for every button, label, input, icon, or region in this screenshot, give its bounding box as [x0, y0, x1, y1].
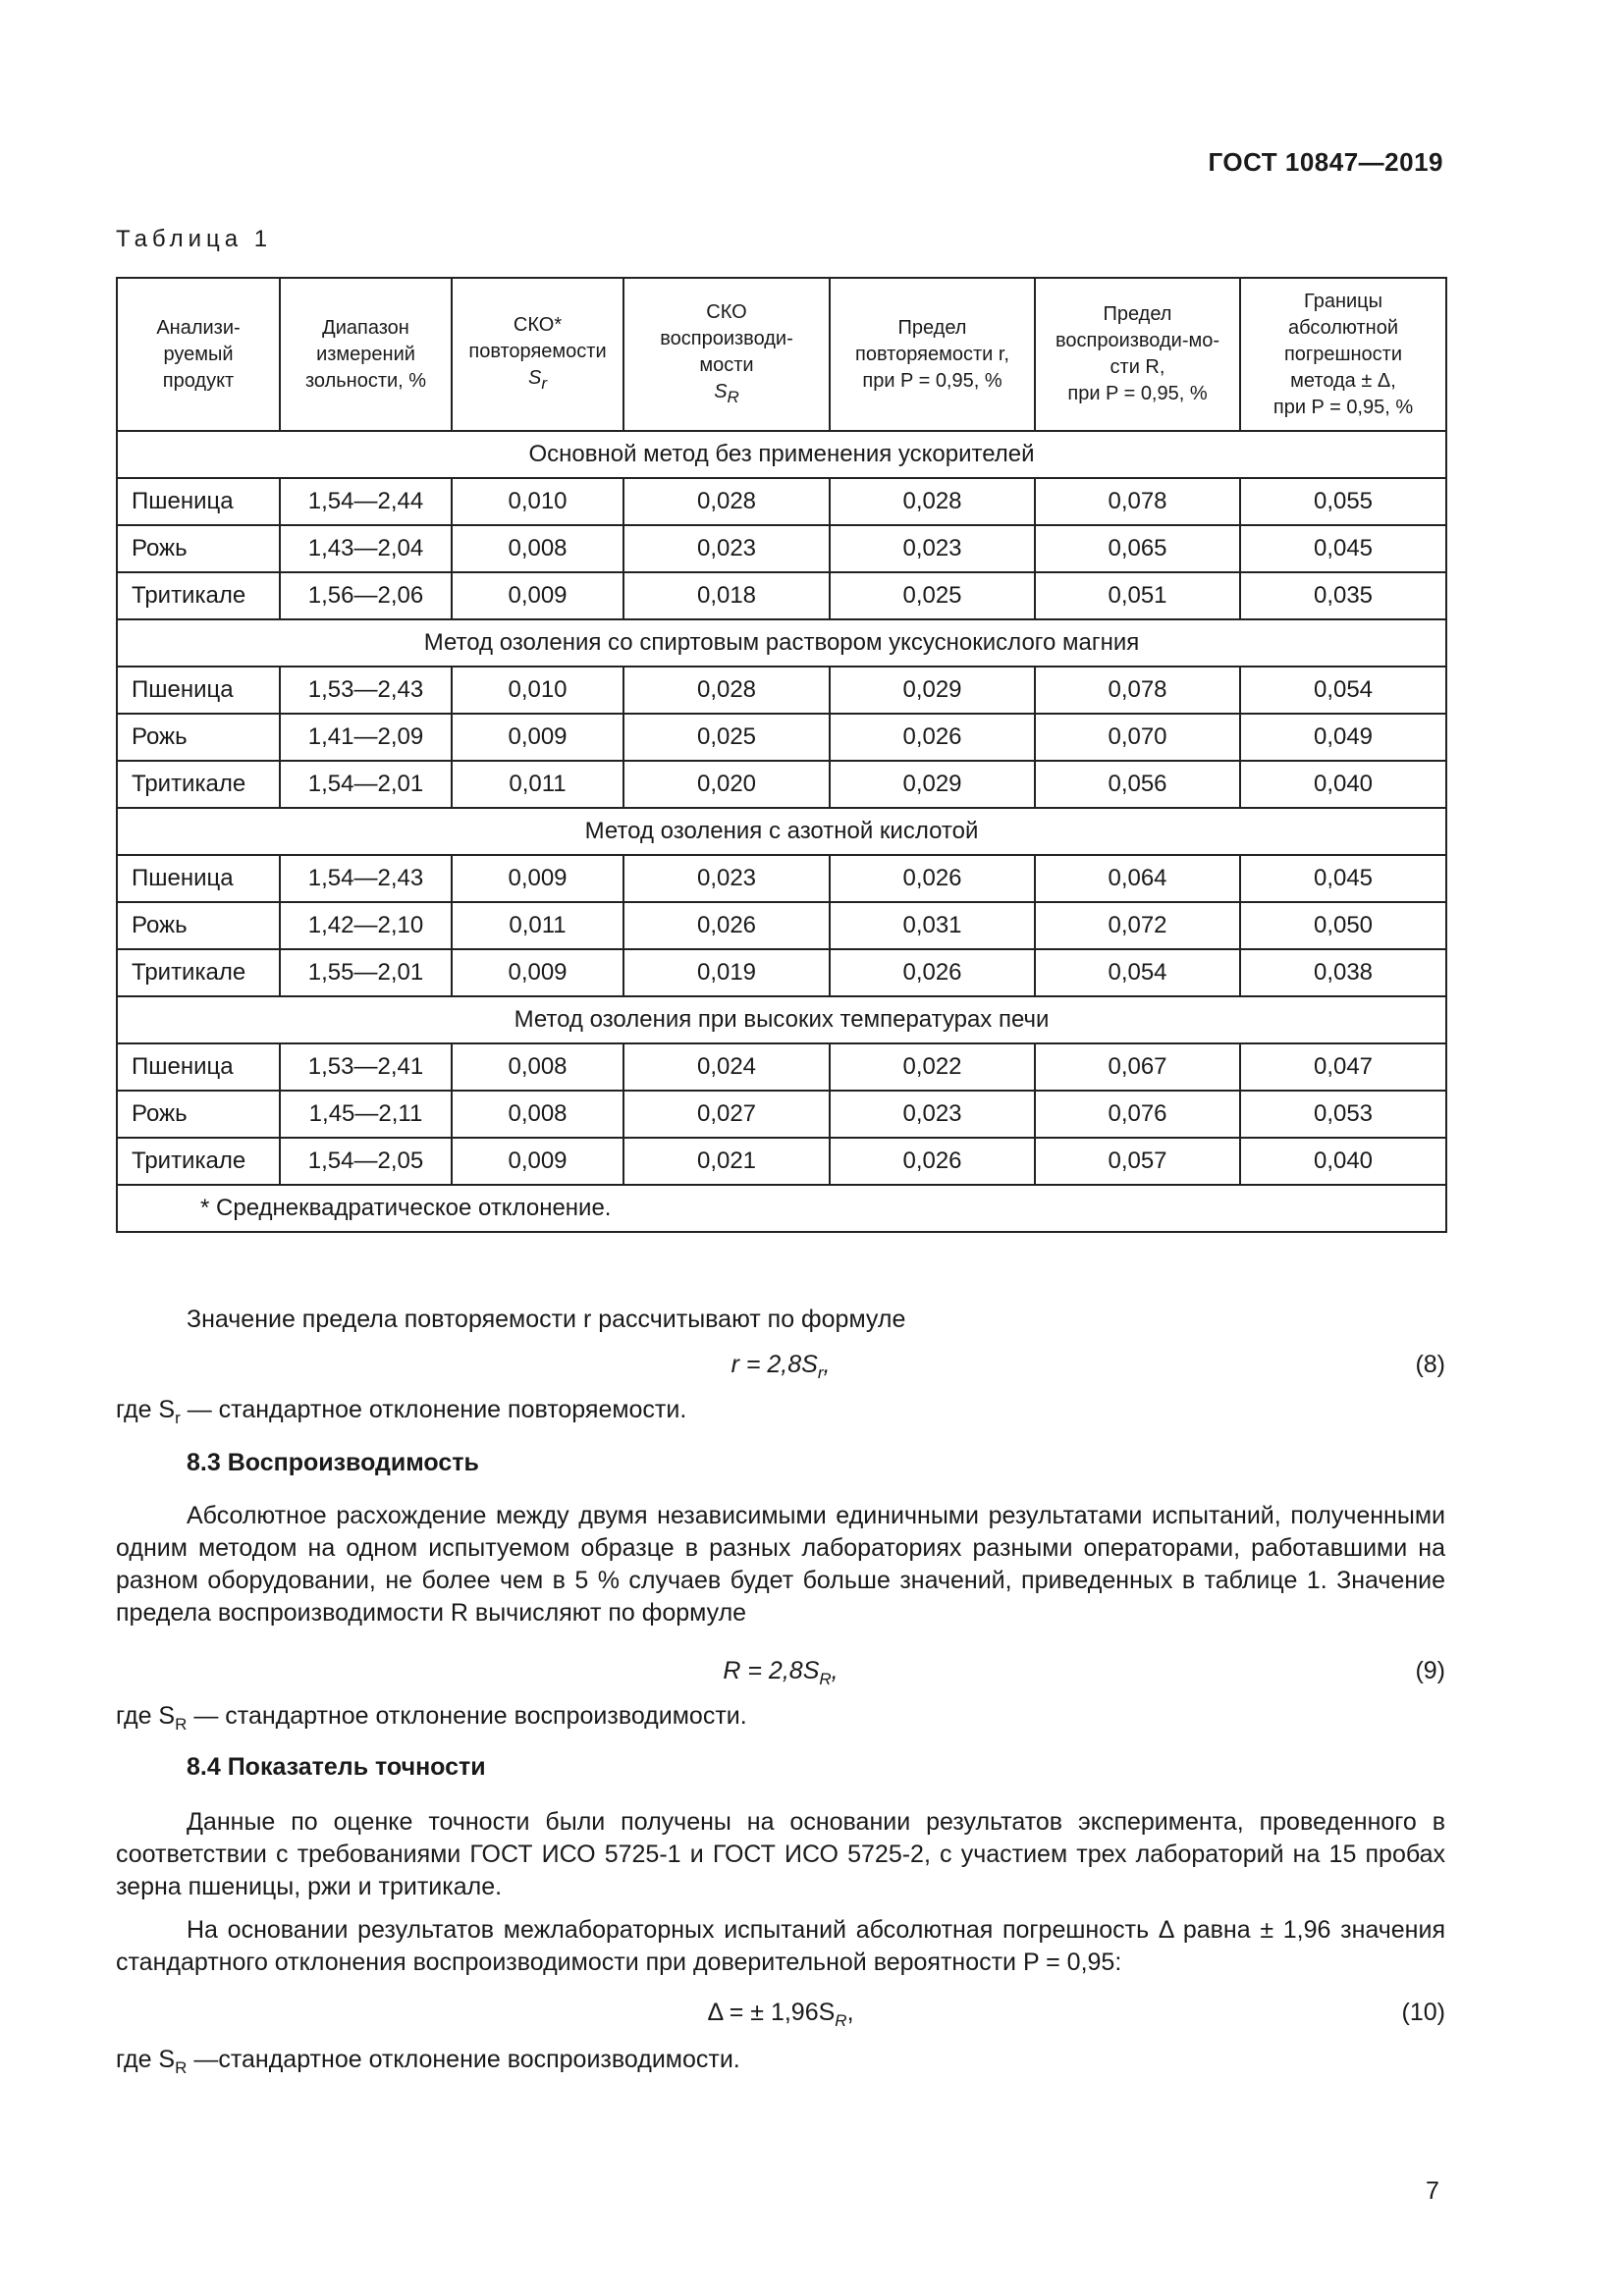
value-cell: 0,010 [452, 478, 623, 525]
value-cell: 0,076 [1035, 1091, 1240, 1138]
paragraph-accuracy-error: На основании результатов межлабораторных испытаний абсолютная погрешность Δ равна ± 1,96 значения стандартного отклонения воспроизводимости при доверительной вероятности P = 0,95: [116, 1916, 1445, 1976]
where-9: где $S_R$ — стандартное отклонение воспроизводимости. [116, 1702, 747, 1734]
value-cell: 0,028 [623, 478, 830, 525]
formula-8-expression: $r = 2,8S_r$, [731, 1351, 831, 1382]
value-cell: 0,026 [830, 714, 1035, 761]
value-cell: 0,035 [1240, 572, 1446, 619]
value-cell: 1,53—2,41 [280, 1043, 452, 1091]
table-row [117, 949, 1446, 996]
value-cell: 0,008 [452, 1043, 623, 1091]
value-cell: 1,42—2,10 [280, 902, 452, 949]
value-cell: 1,54—2,44 [280, 478, 452, 525]
table-row [117, 902, 1446, 949]
product-cell: Рожь [117, 714, 280, 761]
value-cell: 1,45—2,11 [280, 1091, 452, 1138]
value-cell: 0,053 [1240, 1091, 1446, 1138]
value-cell: 0,047 [1240, 1043, 1446, 1091]
value-cell: 0,021 [623, 1138, 830, 1185]
value-cell: 0,051 [1035, 572, 1240, 619]
value-cell: 1,54—2,43 [280, 855, 452, 902]
value-cell: 0,064 [1035, 855, 1240, 902]
table-row [117, 478, 1446, 525]
page-number: 7 [1426, 2177, 1439, 2205]
value-cell: 0,023 [830, 525, 1035, 572]
value-cell: 0,038 [1240, 949, 1446, 996]
product-cell: Тритикале [117, 1138, 280, 1185]
value-cell: 0,026 [623, 902, 830, 949]
value-cell: 1,54—2,01 [280, 761, 452, 808]
footnote-row [117, 1185, 1446, 1232]
value-cell: 0,023 [623, 855, 830, 902]
formula-8-number: (8) [1415, 1351, 1445, 1378]
product-cell: Пшеница [117, 478, 280, 525]
value-cell: 0,040 [1240, 761, 1446, 808]
value-cell: 0,018 [623, 572, 830, 619]
value-cell: 0,009 [452, 949, 623, 996]
product-cell: Рожь [117, 525, 280, 572]
section-8-3-title: 8.3 Воспроизводимость [187, 1449, 479, 1476]
product-cell: Пшеница [117, 1043, 280, 1091]
product-cell: Пшеница [117, 855, 280, 902]
formula-9 [116, 1657, 1445, 1690]
value-cell: 0,009 [452, 1138, 623, 1185]
value-cell: 0,020 [623, 761, 830, 808]
value-cell: 0,028 [623, 667, 830, 714]
value-cell: 0,072 [1035, 902, 1240, 949]
value-cell: 1,56—2,06 [280, 572, 452, 619]
paragraph-repeatability: Значение предела повторяемости r рассчитывают по формуле [187, 1306, 906, 1333]
table-row [117, 1138, 1446, 1185]
value-cell: 0,040 [1240, 1138, 1446, 1185]
where-8: где $S_r$ — стандартное отклонение повторяемости. [116, 1396, 687, 1427]
value-cell: 0,057 [1035, 1138, 1240, 1185]
value-cell: 0,070 [1035, 714, 1240, 761]
value-cell: 0,026 [830, 855, 1035, 902]
formula-9-expression: $R = 2,8S_R$, [723, 1657, 839, 1688]
table-row [117, 1091, 1446, 1138]
section-8-4-title: 8.4 Показатель точности [187, 1753, 486, 1781]
value-cell: 0,054 [1240, 667, 1446, 714]
section-title: Основной метод без применения ускорителей [117, 431, 1446, 478]
value-cell: 0,045 [1240, 525, 1446, 572]
value-cell: 0,049 [1240, 714, 1446, 761]
formula-8 [116, 1351, 1445, 1384]
table-row [117, 761, 1446, 808]
value-cell: 0,009 [452, 714, 623, 761]
table-footnote: * Среднеквадратическое отклонение. [117, 1185, 1446, 1232]
table-row [117, 1043, 1446, 1091]
table-caption: Таблица 1 [116, 226, 273, 252]
value-cell: 0,023 [830, 1091, 1035, 1138]
formula-10 [116, 1999, 1445, 2032]
product-cell: Рожь [117, 1091, 280, 1138]
where-10: где $S_R$ —стандартное отклонение воспроизводимости. [116, 2046, 740, 2077]
value-cell: 0,045 [1240, 855, 1446, 902]
header-sr: СКО* повторяемости $S_r$ [452, 278, 623, 431]
table-row [117, 714, 1446, 761]
paragraph-accuracy-data: Данные по оценке точности были получены на основании результатов эксперимента, проведенного в соответствии с требованиями ГОСТ ИСО 5725-1 и ГОСТ ИСО 5725-2, с участием трех лабораторий на 15 пробах зерна пшеницы, ржи и тритикале. [116, 1808, 1445, 1900]
section-title: Метод озоления с азотной кислотой [117, 808, 1446, 855]
header-error-bounds: Границы абсолютной погрешности метода ± Δ, при P = 0,95, % [1240, 278, 1446, 431]
value-cell: 0,025 [830, 572, 1035, 619]
value-cell: 0,009 [452, 855, 623, 902]
product-cell: Тритикале [117, 761, 280, 808]
standard-header: ГОСТ 10847—2019 [1208, 147, 1443, 177]
formula-10-expression: Δ = ± $1,96S_R$, [707, 1999, 854, 2030]
value-cell: 0,078 [1035, 478, 1240, 525]
formula-9-number: (9) [1415, 1657, 1445, 1684]
section-title: Метод озоления при высоких температурах печи [117, 996, 1446, 1043]
value-cell: 0,025 [623, 714, 830, 761]
value-cell: 0,067 [1035, 1043, 1240, 1091]
value-cell: 0,011 [452, 902, 623, 949]
table-header-row [117, 278, 1446, 431]
formula-10-number: (10) [1401, 1999, 1445, 2026]
value-cell: 0,008 [452, 525, 623, 572]
table-row [117, 525, 1446, 572]
value-cell: 0,050 [1240, 902, 1446, 949]
header-reproducibility-limit: Предел воспроизводи-мо- сти R, при P = 0,95, % [1035, 278, 1240, 431]
table-row [117, 667, 1446, 714]
value-cell: 1,55—2,01 [280, 949, 452, 996]
value-cell: 0,078 [1035, 667, 1240, 714]
section-header-row [117, 808, 1446, 855]
table-row [117, 572, 1446, 619]
value-cell: 0,026 [830, 949, 1035, 996]
value-cell: 0,019 [623, 949, 830, 996]
table-body [117, 431, 1446, 1232]
value-cell: 0,022 [830, 1043, 1035, 1091]
value-cell: 0,065 [1035, 525, 1240, 572]
precision-table [116, 277, 1447, 1233]
value-cell: 0,011 [452, 761, 623, 808]
value-cell: 0,029 [830, 667, 1035, 714]
value-cell: 1,54—2,05 [280, 1138, 452, 1185]
section-header-row [117, 431, 1446, 478]
table-row [117, 855, 1446, 902]
product-cell: Рожь [117, 902, 280, 949]
value-cell: 0,010 [452, 667, 623, 714]
value-cell: 0,008 [452, 1091, 623, 1138]
product-cell: Тритикале [117, 572, 280, 619]
section-header-row [117, 996, 1446, 1043]
product-cell: Тритикале [117, 949, 280, 996]
header-product: Анализи- руемый продукт [117, 278, 280, 431]
header-sR: СКО воспроизводи- мости $S_R$ [623, 278, 830, 431]
value-cell: 1,41—2,09 [280, 714, 452, 761]
paragraph-reproducibility: Абсолютное расхождение между двумя независимыми единичными результатами испытаний, полученными одним методом на одном испытуемом образце в разных лабораториях разными операторами, работавшими на разном оборудовании, не более чем в 5 % случаев будет больше значений, приведенных в таблице 1. Значение предела воспроизводимости R вычисляют по формуле [116, 1502, 1445, 1627]
value-cell: 1,53—2,43 [280, 667, 452, 714]
section-header-row [117, 619, 1446, 667]
value-cell: 0,055 [1240, 478, 1446, 525]
value-cell: 0,054 [1035, 949, 1240, 996]
value-cell: 0,031 [830, 902, 1035, 949]
section-title: Метод озоления со спиртовым раствором уксуснокислого магния [117, 619, 1446, 667]
value-cell: 0,009 [452, 572, 623, 619]
value-cell: 1,43—2,04 [280, 525, 452, 572]
value-cell: 0,026 [830, 1138, 1035, 1185]
value-cell: 0,056 [1035, 761, 1240, 808]
header-repeatability-limit: Предел повторяемости r, при P = 0,95, % [830, 278, 1035, 431]
value-cell: 0,029 [830, 761, 1035, 808]
value-cell: 0,027 [623, 1091, 830, 1138]
value-cell: 0,023 [623, 525, 830, 572]
product-cell: Пшеница [117, 667, 280, 714]
value-cell: 0,024 [623, 1043, 830, 1091]
value-cell: 0,028 [830, 478, 1035, 525]
header-range: Диапазон измерений зольности, % [280, 278, 452, 431]
